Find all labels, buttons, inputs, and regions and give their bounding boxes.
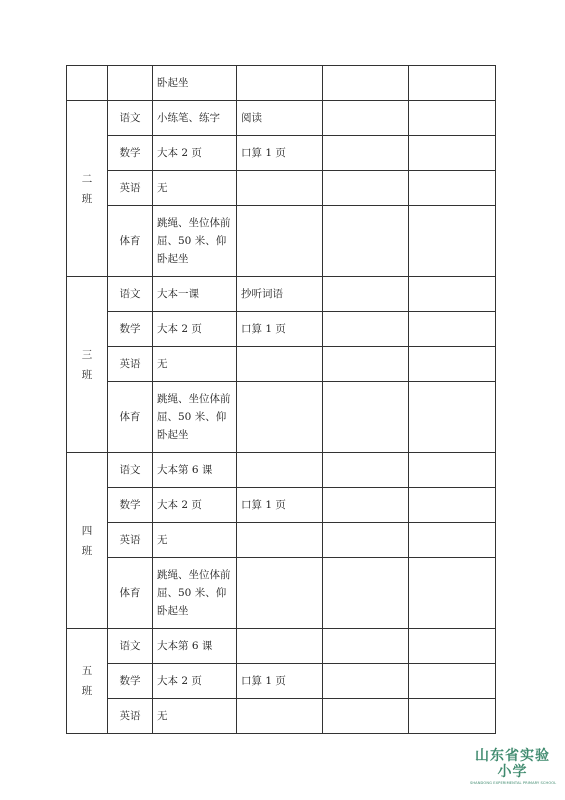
task-cell: 小练笔、练字	[153, 101, 237, 136]
class-name-char: 班	[81, 368, 93, 381]
school-logo-english: SHANDONG EXPERIMENTAL PRIMARY SCHOOL	[470, 781, 557, 785]
task-cell: 抄听词语	[237, 277, 323, 312]
table-row	[67, 312, 496, 347]
table-cell	[67, 66, 108, 101]
table-cell	[323, 101, 409, 136]
table-cell	[323, 277, 409, 312]
table-cell	[237, 347, 323, 382]
table-cell	[323, 347, 409, 382]
table-cell	[237, 699, 323, 734]
table-cell	[409, 453, 496, 488]
subject-cell: 数学	[108, 488, 153, 523]
table-cell	[409, 66, 496, 101]
table-cell	[323, 171, 409, 206]
table-cell	[237, 171, 323, 206]
table-row	[67, 136, 496, 171]
table-cell	[323, 488, 409, 523]
school-logo	[470, 748, 555, 785]
class-name-char: 班	[81, 544, 93, 557]
task-cell: 跳绳、坐位体前屈、50 米、仰卧起坐	[153, 206, 237, 277]
task-cell: 阅读	[237, 101, 323, 136]
table-cell	[323, 629, 409, 664]
table-cell	[323, 664, 409, 699]
task-cell: 大本第 6 课	[153, 629, 237, 664]
task-cell: 无	[153, 347, 237, 382]
table-row	[67, 558, 496, 629]
table-cell	[323, 558, 409, 629]
table-cell	[237, 558, 323, 629]
task-cell: 大本 2 页	[153, 136, 237, 171]
task-cell: 无	[153, 523, 237, 558]
table-row	[67, 523, 496, 558]
school-logo-chinese: 山东省实验小学	[475, 748, 550, 780]
table-cell	[237, 523, 323, 558]
table-cell	[237, 206, 323, 277]
table-cell	[409, 101, 496, 136]
table-cell	[409, 488, 496, 523]
table-cell	[323, 136, 409, 171]
table-row	[67, 101, 496, 136]
table-cell	[409, 382, 496, 453]
table-cell	[323, 699, 409, 734]
task-cell: 跳绳、坐位体前屈、50 米、仰卧起坐	[153, 558, 237, 629]
table-cell	[323, 312, 409, 347]
task-cell: 口算 1 页	[237, 136, 323, 171]
class-name-char: 四	[81, 524, 93, 537]
class-name-char: 三	[81, 348, 93, 361]
subject-cell: 数学	[108, 136, 153, 171]
subject-cell: 语文	[108, 101, 153, 136]
table-cell	[323, 453, 409, 488]
table-cell	[237, 382, 323, 453]
task-cell: 大本第 6 课	[153, 453, 237, 488]
task-cell: 口算 1 页	[237, 664, 323, 699]
class-name-cell	[67, 453, 108, 629]
table-cell	[409, 206, 496, 277]
subject-cell: 语文	[108, 453, 153, 488]
class-name-cell	[67, 101, 108, 277]
table-cell	[409, 558, 496, 629]
subject-cell: 体育	[108, 206, 153, 277]
table-row	[67, 488, 496, 523]
class-name-cell	[67, 277, 108, 453]
table-cell	[323, 523, 409, 558]
task-cell: 口算 1 页	[237, 488, 323, 523]
table-cell	[323, 206, 409, 277]
table-cell	[237, 453, 323, 488]
task-cell: 大本 2 页	[153, 488, 237, 523]
table-cell	[409, 277, 496, 312]
table-row	[67, 206, 496, 277]
table-cell	[409, 629, 496, 664]
table-row	[67, 66, 496, 101]
table-cell	[108, 66, 153, 101]
subject-cell: 英语	[108, 523, 153, 558]
table-cell	[409, 136, 496, 171]
class-name-char: 班	[81, 192, 93, 205]
homework-table	[66, 65, 496, 734]
table-cell	[409, 664, 496, 699]
subject-cell: 数学	[108, 312, 153, 347]
task-cell: 大本 2 页	[153, 664, 237, 699]
subject-cell: 数学	[108, 664, 153, 699]
table-row	[67, 171, 496, 206]
table-cell	[409, 699, 496, 734]
table-cell	[409, 523, 496, 558]
table-cell	[409, 347, 496, 382]
task-cell: 口算 1 页	[237, 312, 323, 347]
task-cell: 大本 2 页	[153, 312, 237, 347]
subject-cell: 语文	[108, 629, 153, 664]
task-cell: 无	[153, 171, 237, 206]
task-cell: 跳绳、坐位体前屈、50 米、仰卧起坐	[153, 382, 237, 453]
table-row	[67, 629, 496, 664]
class-name-char: 二	[81, 172, 93, 185]
class-name-char: 五	[81, 665, 93, 677]
task-cell: 大本一课	[153, 277, 237, 312]
table-cell	[409, 312, 496, 347]
subject-cell: 英语	[108, 347, 153, 382]
table-cell	[237, 66, 323, 101]
table-cell	[237, 629, 323, 664]
subject-cell: 体育	[108, 382, 153, 453]
task-cell: 卧起坐	[153, 66, 237, 101]
table-row	[67, 382, 496, 453]
table-cell	[323, 382, 409, 453]
subject-cell: 英语	[108, 171, 153, 206]
table-row	[67, 277, 496, 312]
task-cell: 无	[153, 699, 237, 734]
class-name-char: 班	[81, 685, 93, 697]
class-name-cell	[67, 629, 108, 734]
subject-cell: 语文	[108, 277, 153, 312]
table-row	[67, 699, 496, 734]
table-row	[67, 453, 496, 488]
table-row	[67, 347, 496, 382]
subject-cell: 英语	[108, 699, 153, 734]
table-cell	[323, 66, 409, 101]
subject-cell: 体育	[108, 558, 153, 629]
table-row	[67, 664, 496, 699]
table-cell	[409, 171, 496, 206]
